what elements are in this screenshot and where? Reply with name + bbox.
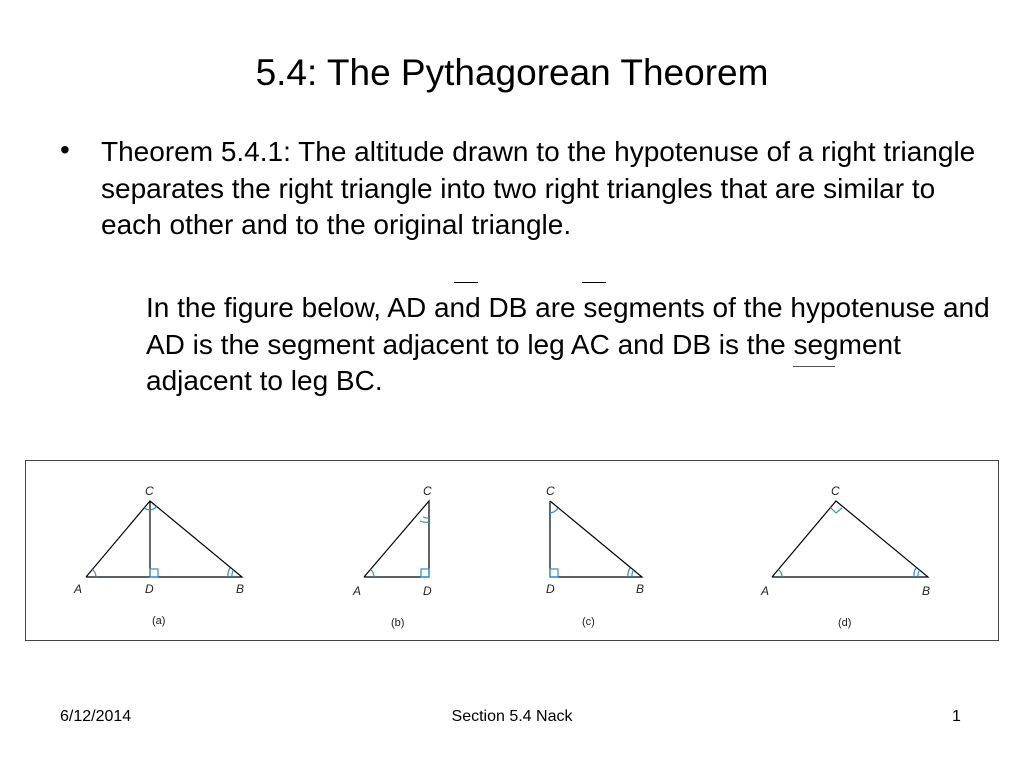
angle-arc-d-b xyxy=(918,570,920,577)
angle-arc-b-c-outer xyxy=(420,521,429,522)
caption-d: (d) xyxy=(838,617,852,629)
overline-db xyxy=(582,282,606,283)
figure-explanation-paragraph: In the figure below, AD and DB are segments of the hypotenuse and AD is the segment adjacent to leg AC and DB is the segment adjacent to leg BC. xyxy=(146,292,990,396)
triangle-figure xyxy=(25,460,999,641)
caption-a: (a) xyxy=(152,615,166,627)
triangle-a xyxy=(86,501,242,577)
caption-b: (b) xyxy=(391,617,405,629)
angle-arc-c-b xyxy=(632,570,634,577)
label-c-d: D xyxy=(546,582,555,596)
triangle-c xyxy=(550,501,642,577)
label-d-b: B xyxy=(922,584,931,598)
label-a-d: D xyxy=(145,582,154,596)
footer-page-number: 1 xyxy=(952,708,961,725)
angle-arc-c-b-outer xyxy=(628,568,630,577)
theorem-paragraph: Theorem 5.4.1: The altitude drawn to the hypotenuse of a right triangle separates the right triangle into two right triangles that are similar to each other and to the original triangle. xyxy=(101,136,976,240)
label-a-c: C xyxy=(145,484,154,498)
caption-c: (c) xyxy=(582,616,595,628)
angle-arc-a-b xyxy=(232,570,234,577)
angle-arc-c-c xyxy=(550,508,558,513)
label-d-a: A xyxy=(761,584,770,598)
overline-bc xyxy=(793,366,835,367)
triangle-figure-svg xyxy=(26,461,1000,642)
footer-date: 6/12/2014 xyxy=(60,708,132,725)
angle-arc-b-a xyxy=(371,569,375,577)
bullet-marker: • xyxy=(60,134,70,165)
right-angle-mark-d-c xyxy=(831,508,843,514)
right-angle-mark-b-d xyxy=(421,569,429,577)
label-a-b: B xyxy=(236,582,245,596)
triangle-b xyxy=(364,501,429,577)
angle-arc-a-b-outer xyxy=(228,568,230,577)
right-angle-mark-a-d xyxy=(150,569,158,577)
right-angle-mark-c-d xyxy=(550,569,558,577)
overline-ad xyxy=(454,282,478,283)
label-c-c: C xyxy=(546,484,555,498)
angle-arc-a-a xyxy=(93,569,97,577)
label-b-d: D xyxy=(423,584,432,598)
label-c-b: B xyxy=(636,582,645,596)
angle-arc-d-b-outer xyxy=(914,568,916,577)
angle-arc-b-c xyxy=(423,517,429,518)
label-a-a: A xyxy=(74,582,83,596)
label-b-a: A xyxy=(353,584,362,598)
label-d-c: C xyxy=(831,484,840,498)
angle-arc-d-a xyxy=(779,569,783,577)
label-b-c: C xyxy=(423,484,432,498)
triangle-d xyxy=(772,501,928,577)
footer-section: Section 5.4 Nack xyxy=(451,708,573,725)
slide-title: 5.4: The Pythagorean Theorem xyxy=(255,52,769,93)
